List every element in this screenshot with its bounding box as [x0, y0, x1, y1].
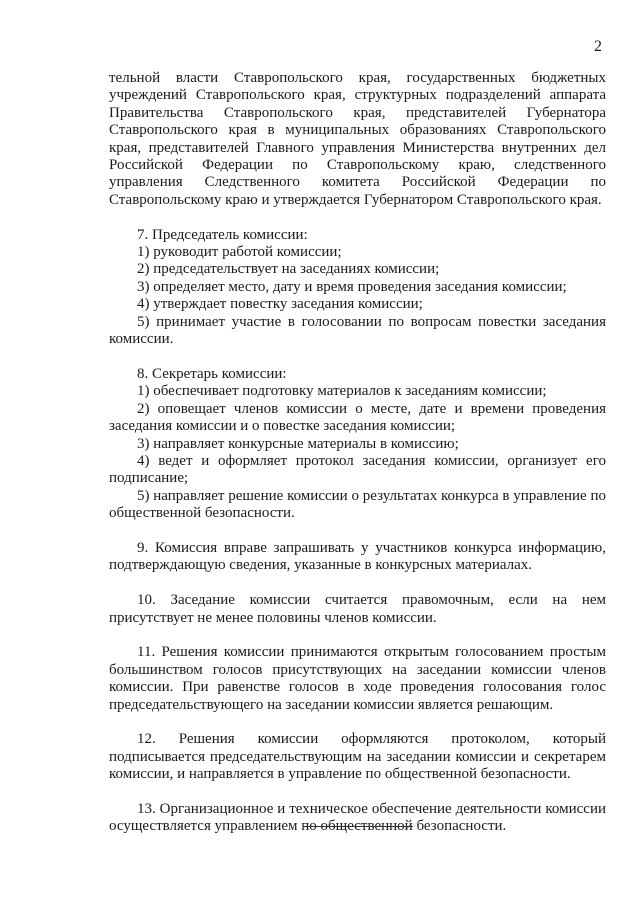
section-10-paragraph: 10. Заседание комиссии считается правомочным, если на нем присутствует не менее половины членов комиссии. — [109, 592, 606, 626]
intro-paragraph: тельной власти Ставропольского края, государственных бюджетных учреждений Ставропольского края, структурных подразделений аппарата Правительства Ставропольского края, представителей Губернатора Ставропольского края в муниципальных образованиях Ставропольского края, представителей Главного управления Министерства внутренних дел Российской Федерации по Ставропольскому краю, следственного управления Следственного комитета Российской Федерации по Ставропольскому краю и утверждается Губернатором Ставропольского края. — [109, 70, 606, 208]
section-8-item: 2) оповещает членов комиссии о месте, дате и времени проведения заседания комиссии и о повестке заседания комиссии; — [109, 400, 606, 435]
section-7-item: 2) председательствует на заседаниях комиссии; — [137, 261, 440, 278]
section-7-item: 1) руководит работой комиссии; — [137, 244, 342, 261]
section-7-heading: 7. Председатель комиссии: — [137, 226, 308, 243]
section-12-paragraph: 12. Решения комиссии оформляются протоколом, который подписывается председательствующим на заседании комиссии и секретарем комиссии, и направляется в управление по общественной безопасности. — [109, 731, 606, 783]
closing-divider-line — [303, 826, 413, 827]
section-7 — [109, 227, 606, 349]
section-8-item: 1) обеспечивает подготовку материалов к заседаниям комиссии; — [137, 383, 547, 400]
section-8-heading: 8. Секретарь комиссии: — [137, 365, 287, 382]
section-11-paragraph: 11. Решения комиссии принимаются открытым голосованием простым большинством голосов присутствующих на заседании комиссии членов комиссии. При равенстве голосов в ходе проведения голосования голос председательствующего на заседании комиссии является решающим. — [109, 644, 606, 713]
section-8 — [109, 366, 606, 523]
section-13-paragraph: 13. Организационное и техническое обеспечение деятельности комиссии осуществляется управлением по общественной безопасности. — [109, 800, 606, 835]
section-8-item: 3) направляет конкурсные материалы в комиссию; — [137, 435, 459, 452]
section-7-item: 3) определяет место, дату и время проведения заседания комиссии; — [137, 278, 567, 295]
section-9-paragraph: 9. Комиссия вправе запрашивать у участников конкурса информацию, подтверждающую сведения, указанные в конкурсных материалах. — [109, 539, 606, 574]
section-7-item: 5) принимает участие в голосовании по вопросам повестки заседания комиссии. — [109, 313, 606, 348]
page-number: 2 — [594, 38, 602, 55]
section-8-item: 5) направляет решение комиссии о результатах конкурса в управление по общественной безопасности. — [109, 487, 606, 522]
section-8-item: 4) ведет и оформляет протокол заседания комиссии, организует его подписание; — [109, 452, 606, 487]
section-7-item: 4) утверждает повестку заседания комиссии; — [137, 296, 423, 313]
document-body — [109, 70, 606, 836]
